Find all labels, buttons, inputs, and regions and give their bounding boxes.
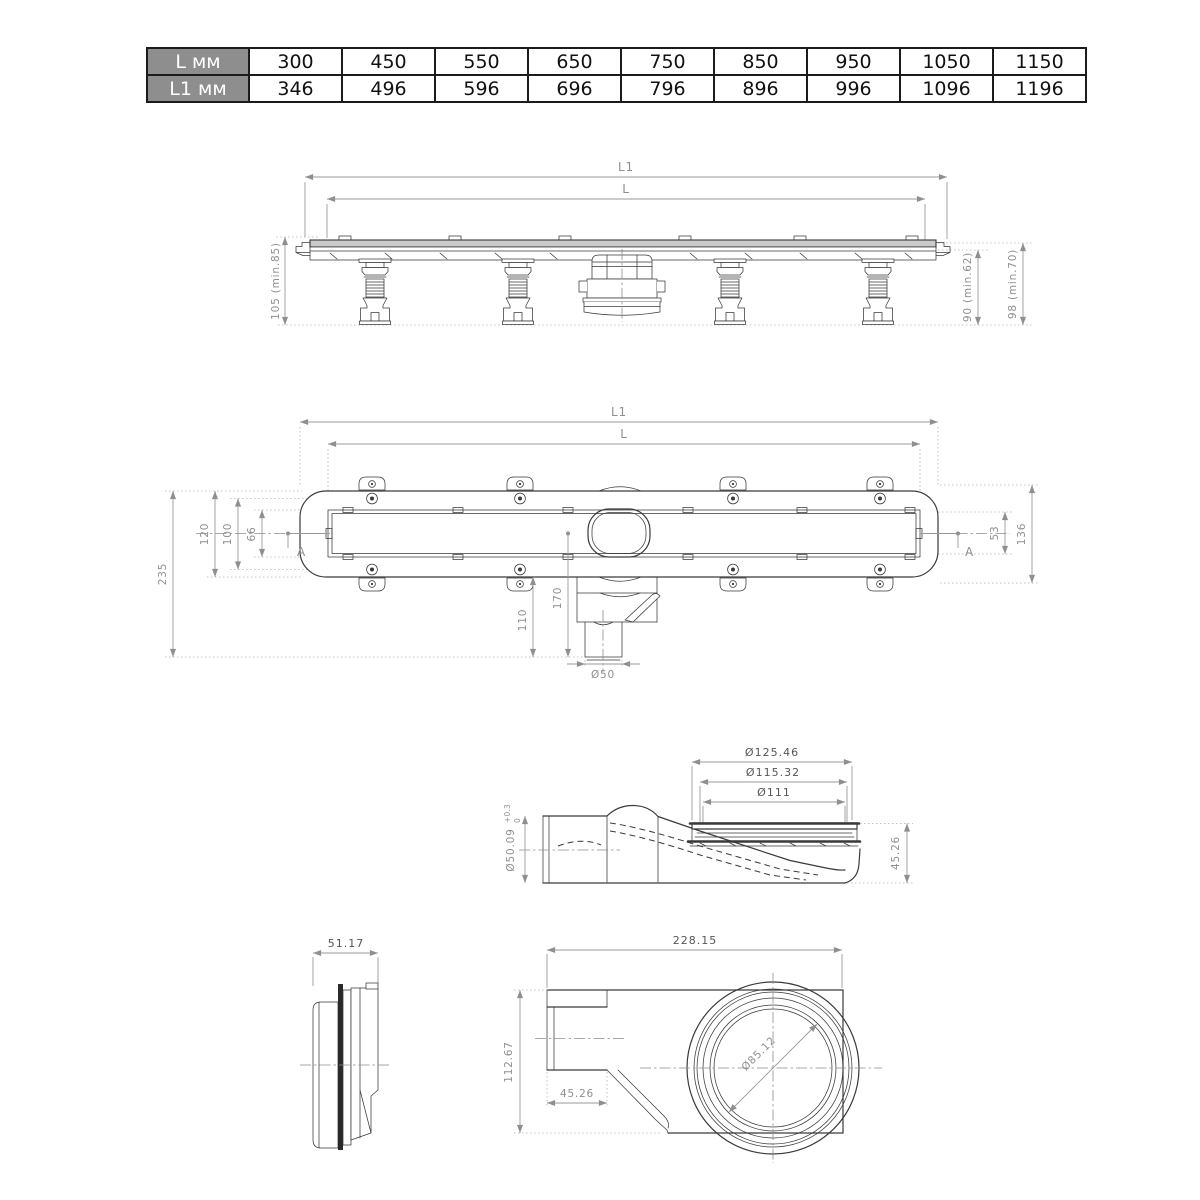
- bottom-side-view: [300, 937, 390, 1150]
- leg: [714, 259, 746, 325]
- table-cell: 996: [807, 75, 900, 102]
- row-header-L1: L1 мм: [147, 75, 249, 102]
- bottom-dim-pipe-len: 45.26: [559, 1088, 595, 1100]
- bottom-side-dim-width: 51.17: [327, 937, 365, 950]
- table-cell: 696: [528, 75, 621, 102]
- leg: [862, 259, 894, 325]
- table-cell: 450: [342, 48, 435, 75]
- plan-dim-body-width: 136: [1016, 522, 1028, 546]
- table-cell: 896: [714, 75, 807, 102]
- table-cell: 950: [807, 48, 900, 75]
- table-cell: 750: [621, 48, 714, 75]
- elevation-dim-l1: L1: [618, 160, 634, 174]
- elevation-trap: [579, 249, 665, 322]
- bottom-body: [535, 973, 882, 1163]
- table-cell: 1050: [900, 48, 993, 75]
- leg: [502, 259, 534, 325]
- plan-dim-outlet-dia: Ø50: [590, 669, 616, 681]
- plan-dim-flange-width: 120: [199, 522, 211, 546]
- plan-channel: [326, 508, 922, 560]
- plan-dim-channel-width: 66: [246, 526, 258, 542]
- plan-dim-outlet-drop: 110: [517, 608, 529, 632]
- elevation-dim-height-right-outer: 98 (min.70): [1007, 248, 1019, 320]
- table-cell: 346: [249, 75, 342, 102]
- bottom-view: [503, 934, 882, 1163]
- table-cell: 1150: [993, 48, 1086, 75]
- plan-view: [157, 405, 1040, 681]
- plan-dim-l: L: [620, 427, 628, 441]
- section-dia-mid: Ø115.32: [745, 766, 801, 779]
- elevation-dim-l: L: [622, 182, 630, 196]
- elevation-dim-height-right-inner: 90 (min.62): [962, 251, 974, 323]
- table-cell: 796: [621, 75, 714, 102]
- table-cell: 1096: [900, 75, 993, 102]
- plan-dim-outlet-reach: 170: [552, 586, 564, 610]
- row-header-L: L мм: [147, 48, 249, 75]
- table-cell: 650: [528, 48, 621, 75]
- plan-dim-channel-inner: 53: [989, 525, 1001, 541]
- bottom-dim-ring-dia: Ø85.12: [739, 1034, 779, 1074]
- plan-dim-l1: L1: [611, 405, 627, 419]
- table-cell: 550: [435, 48, 528, 75]
- section-dia-outer: Ø125.46: [744, 746, 800, 759]
- flange-disc-body: [300, 983, 390, 1150]
- section-dia-inner: Ø111: [757, 786, 791, 799]
- section-body: [519, 806, 860, 884]
- bottom-dim-height: 112.67: [503, 1041, 515, 1083]
- elevation-view: [270, 160, 1034, 325]
- section-view: [503, 746, 913, 883]
- table-cell: 300: [249, 48, 342, 75]
- table-cell: 1196: [993, 75, 1086, 102]
- leg: [359, 259, 391, 325]
- section-pipe-dia: Ø50.09: [505, 828, 517, 872]
- bottom-dim-length: 228.15: [672, 934, 718, 947]
- elevation-dim-height-left: 105 (min.85): [270, 242, 282, 320]
- plan-dim-overall-depth: 235: [157, 562, 169, 586]
- section-pipe-tol-zero: 0: [513, 818, 522, 823]
- section-dim-height: 45.26: [890, 835, 902, 871]
- svg-text:A: A: [965, 545, 975, 559]
- plan-outlet: [577, 577, 660, 672]
- table-cell: 850: [714, 48, 807, 75]
- plan-dim-screw-spacing: 100: [222, 522, 234, 546]
- table-cell: 596: [435, 75, 528, 102]
- section-pipe-tol-plus: +0.3: [503, 803, 512, 823]
- svg-text:A: A: [297, 545, 307, 559]
- table-cell: 496: [342, 75, 435, 102]
